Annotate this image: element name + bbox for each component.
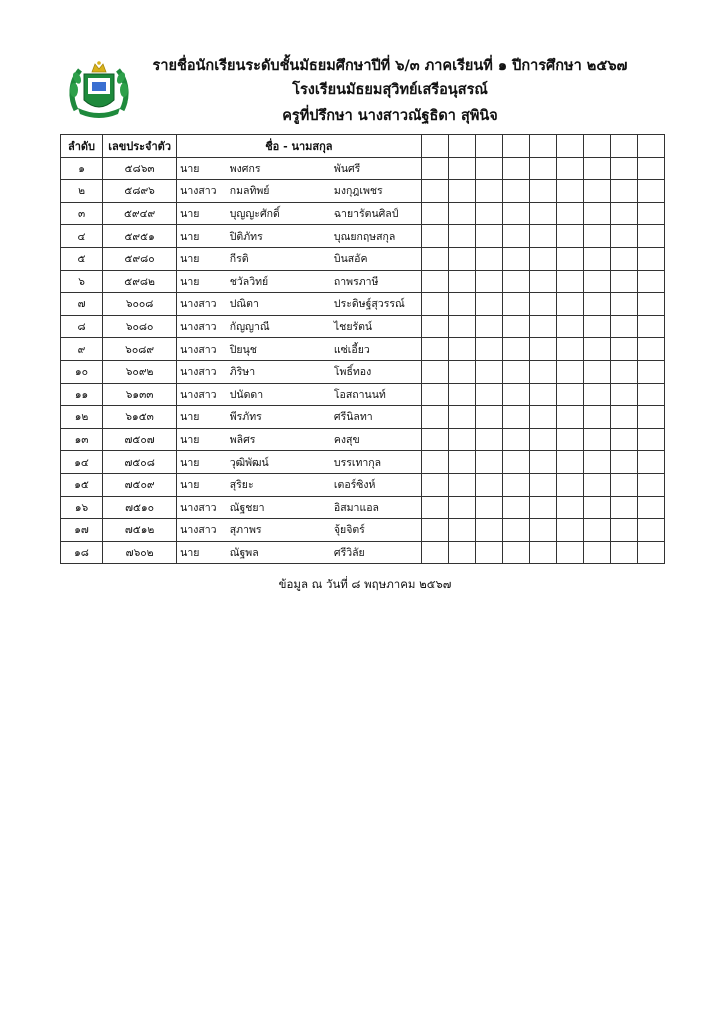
- blank-cell: [475, 360, 502, 383]
- blank-cell: [529, 247, 556, 270]
- first-name: สุภาพร: [226, 519, 330, 542]
- table-row: [61, 338, 665, 361]
- blank-cell: [421, 473, 448, 496]
- blank-cell: [529, 428, 556, 451]
- blank-cell: [448, 541, 475, 564]
- blank-cell: [448, 157, 475, 180]
- header-blank: [502, 135, 529, 158]
- blank-cell: [583, 519, 610, 542]
- student-id: ๖๑๓๓: [103, 383, 177, 406]
- row-number: ๑๔: [61, 451, 103, 474]
- last-name: แซ่เอี้ยว: [330, 338, 421, 361]
- blank-cell: [475, 519, 502, 542]
- first-name: พงศกร: [226, 157, 330, 180]
- student-id: ๗๖๐๒: [103, 541, 177, 564]
- blank-cell: [637, 541, 664, 564]
- blank-cell: [556, 247, 583, 270]
- blank-cell: [637, 519, 664, 542]
- blank-cell: [475, 202, 502, 225]
- blank-cell: [529, 406, 556, 429]
- blank-cell: [610, 473, 637, 496]
- last-name: อิสมาแอล: [330, 496, 421, 519]
- blank-cell: [475, 383, 502, 406]
- blank-cell: [637, 383, 664, 406]
- row-number: ๑๒: [61, 406, 103, 429]
- row-number: ๑๗: [61, 519, 103, 542]
- blank-cell: [583, 180, 610, 203]
- blank-cell: [529, 473, 556, 496]
- last-name: ฉายารัตนศิลป์: [330, 202, 421, 225]
- blank-cell: [421, 157, 448, 180]
- blank-cell: [610, 338, 637, 361]
- blank-cell: [421, 293, 448, 316]
- blank-cell: [556, 157, 583, 180]
- blank-cell: [610, 315, 637, 338]
- document-title: รายชื่อนักเรียนระดับชั้นมัธยมศึกษาปีที่ ๖/๓ ภาคเรียนที่ ๑ ปีการศึกษา ๒๕๖๗: [152, 58, 628, 74]
- blank-cell: [421, 180, 448, 203]
- blank-cell: [448, 383, 475, 406]
- blank-cell: [448, 180, 475, 203]
- table-row: [61, 225, 665, 248]
- last-name: คงสุข: [330, 428, 421, 451]
- blank-cell: [502, 293, 529, 316]
- blank-cell: [637, 406, 664, 429]
- row-number: ๑๕: [61, 473, 103, 496]
- blank-cell: [475, 496, 502, 519]
- blank-cell: [475, 157, 502, 180]
- blank-cell: [448, 428, 475, 451]
- header-id: เลขประจำตัว: [103, 135, 177, 158]
- blank-cell: [529, 315, 556, 338]
- blank-cell: [475, 315, 502, 338]
- blank-cell: [502, 406, 529, 429]
- table-row: [61, 406, 665, 429]
- blank-cell: [529, 496, 556, 519]
- last-name: ถาพรภาษี: [330, 270, 421, 293]
- table-row: [61, 157, 665, 180]
- blank-cell: [502, 451, 529, 474]
- blank-cell: [583, 496, 610, 519]
- blank-cell: [421, 247, 448, 270]
- blank-cell: [583, 473, 610, 496]
- table-row: [61, 428, 665, 451]
- name-prefix: นาย: [177, 428, 226, 451]
- table-row: [61, 360, 665, 383]
- header-blank: [583, 135, 610, 158]
- blank-cell: [448, 315, 475, 338]
- blank-cell: [475, 338, 502, 361]
- blank-cell: [502, 157, 529, 180]
- blank-cell: [583, 338, 610, 361]
- document-header: [150, 54, 630, 128]
- blank-cell: [448, 496, 475, 519]
- last-name: บินสอัค: [330, 247, 421, 270]
- first-name: กมลทิพย์: [226, 180, 330, 203]
- first-name: ปิติภัทร: [226, 225, 330, 248]
- blank-cell: [556, 428, 583, 451]
- last-name: พันศรี: [330, 157, 421, 180]
- last-name: เตอร์ซิงห์: [330, 473, 421, 496]
- blank-cell: [421, 496, 448, 519]
- blank-cell: [637, 247, 664, 270]
- blank-cell: [502, 338, 529, 361]
- blank-cell: [583, 360, 610, 383]
- last-name: มงกุฎเพชร: [330, 180, 421, 203]
- blank-cell: [583, 270, 610, 293]
- blank-cell: [637, 360, 664, 383]
- header-name: ชื่อ - นามสกุล: [177, 135, 421, 158]
- blank-cell: [448, 406, 475, 429]
- name-prefix: นางสาว: [177, 519, 226, 542]
- blank-cell: [556, 496, 583, 519]
- blank-cell: [610, 541, 637, 564]
- blank-cell: [637, 293, 664, 316]
- student-id: ๗๕๐๘: [103, 451, 177, 474]
- first-name: ปณิตา: [226, 293, 330, 316]
- first-name: สุริยะ: [226, 473, 330, 496]
- blank-cell: [610, 406, 637, 429]
- last-name: ประดิษฐ์สุวรรณ์: [330, 293, 421, 316]
- blank-cell: [421, 202, 448, 225]
- student-id: ๗๕๑๐: [103, 496, 177, 519]
- blank-cell: [637, 157, 664, 180]
- table-row: [61, 519, 665, 542]
- blank-cell: [637, 473, 664, 496]
- blank-cell: [556, 315, 583, 338]
- row-number: ๗: [61, 293, 103, 316]
- table-row: [61, 496, 665, 519]
- blank-cell: [556, 225, 583, 248]
- table-header-row: [61, 135, 665, 158]
- blank-cell: [637, 202, 664, 225]
- name-prefix: นางสาว: [177, 180, 226, 203]
- student-id: ๕๙๘๒: [103, 270, 177, 293]
- blank-cell: [637, 270, 664, 293]
- name-prefix: นางสาว: [177, 315, 226, 338]
- blank-cell: [448, 247, 475, 270]
- name-prefix: นาย: [177, 451, 226, 474]
- blank-cell: [421, 428, 448, 451]
- blank-cell: [448, 519, 475, 542]
- blank-cell: [448, 338, 475, 361]
- table-row: [61, 293, 665, 316]
- last-name: บุณยกฤษสกุล: [330, 225, 421, 248]
- blank-cell: [610, 202, 637, 225]
- blank-cell: [475, 225, 502, 248]
- last-name: โพธิ์ทอง: [330, 360, 421, 383]
- blank-cell: [421, 360, 448, 383]
- first-name: ปนัดดา: [226, 383, 330, 406]
- blank-cell: [637, 428, 664, 451]
- blank-cell: [448, 293, 475, 316]
- row-number: ๕: [61, 247, 103, 270]
- name-prefix: นาย: [177, 541, 226, 564]
- blank-cell: [610, 451, 637, 474]
- first-name: กีรติ: [226, 247, 330, 270]
- blank-cell: [637, 225, 664, 248]
- blank-cell: [502, 225, 529, 248]
- blank-cell: [583, 247, 610, 270]
- blank-cell: [502, 270, 529, 293]
- blank-cell: [529, 293, 556, 316]
- name-prefix: นางสาว: [177, 338, 226, 361]
- blank-cell: [448, 270, 475, 293]
- blank-cell: [421, 451, 448, 474]
- row-number: ๑๘: [61, 541, 103, 564]
- blank-cell: [475, 406, 502, 429]
- blank-cell: [502, 496, 529, 519]
- name-prefix: นางสาว: [177, 496, 226, 519]
- student-id: ๖๐๐๘: [103, 293, 177, 316]
- blank-cell: [421, 541, 448, 564]
- blank-cell: [583, 383, 610, 406]
- student-id: ๕๘๙๖: [103, 180, 177, 203]
- row-number: ๑๓: [61, 428, 103, 451]
- blank-cell: [583, 541, 610, 564]
- roster-body: [61, 157, 665, 564]
- blank-cell: [529, 180, 556, 203]
- blank-cell: [529, 451, 556, 474]
- table-row: [61, 315, 665, 338]
- blank-cell: [475, 247, 502, 270]
- blank-cell: [556, 270, 583, 293]
- name-prefix: นาย: [177, 406, 226, 429]
- header-blank: [529, 135, 556, 158]
- row-number: ๑๑: [61, 383, 103, 406]
- blank-cell: [529, 338, 556, 361]
- school-name: โรงเรียนมัธยมสุวิทย์เสรีอนุสรณ์: [292, 82, 488, 98]
- blank-cell: [448, 451, 475, 474]
- blank-cell: [610, 360, 637, 383]
- blank-cell: [421, 270, 448, 293]
- blank-cell: [502, 541, 529, 564]
- student-id: ๖๐๘๙: [103, 338, 177, 361]
- blank-cell: [502, 383, 529, 406]
- blank-cell: [475, 270, 502, 293]
- name-prefix: นางสาว: [177, 383, 226, 406]
- header-blank: [610, 135, 637, 158]
- student-id: ๗๕๑๒: [103, 519, 177, 542]
- table-row: [61, 202, 665, 225]
- blank-cell: [502, 473, 529, 496]
- last-name: ศรีนิลทา: [330, 406, 421, 429]
- blank-cell: [583, 315, 610, 338]
- blank-cell: [502, 519, 529, 542]
- name-prefix: นาย: [177, 247, 226, 270]
- first-name: ณัฐชยา: [226, 496, 330, 519]
- blank-cell: [475, 473, 502, 496]
- blank-cell: [556, 473, 583, 496]
- student-roster-table: [60, 134, 665, 564]
- row-number: ๘: [61, 315, 103, 338]
- student-id: ๖๐๙๒: [103, 360, 177, 383]
- blank-cell: [529, 383, 556, 406]
- blank-cell: [637, 180, 664, 203]
- header-blank: [448, 135, 475, 158]
- blank-cell: [529, 360, 556, 383]
- blank-cell: [448, 360, 475, 383]
- student-id: ๕๙๔๙: [103, 202, 177, 225]
- last-name: ไชยรัตน์: [330, 315, 421, 338]
- first-name: ณัฐพล: [226, 541, 330, 564]
- blank-cell: [583, 451, 610, 474]
- blank-cell: [556, 202, 583, 225]
- blank-cell: [475, 451, 502, 474]
- table-row: [61, 473, 665, 496]
- student-id: ๖๑๕๓: [103, 406, 177, 429]
- header-blank: [421, 135, 448, 158]
- blank-cell: [502, 202, 529, 225]
- blank-cell: [610, 293, 637, 316]
- last-name: ศรีวิลัย: [330, 541, 421, 564]
- header-blank: [475, 135, 502, 158]
- blank-cell: [421, 338, 448, 361]
- header-blank: [556, 135, 583, 158]
- blank-cell: [529, 202, 556, 225]
- table-row: [61, 270, 665, 293]
- blank-cell: [556, 519, 583, 542]
- name-prefix: นางสาว: [177, 360, 226, 383]
- blank-cell: [556, 383, 583, 406]
- blank-cell: [637, 496, 664, 519]
- blank-cell: [610, 225, 637, 248]
- row-number: ๓: [61, 202, 103, 225]
- blank-cell: [529, 541, 556, 564]
- table-row: [61, 451, 665, 474]
- blank-cell: [583, 157, 610, 180]
- blank-cell: [475, 428, 502, 451]
- name-prefix: นางสาว: [177, 293, 226, 316]
- row-number: ๖: [61, 270, 103, 293]
- first-name: ภิริษา: [226, 360, 330, 383]
- blank-cell: [583, 202, 610, 225]
- blank-cell: [610, 496, 637, 519]
- name-prefix: นาย: [177, 202, 226, 225]
- blank-cell: [556, 406, 583, 429]
- first-name: กัญญาณี: [226, 315, 330, 338]
- blank-cell: [448, 202, 475, 225]
- blank-cell: [610, 428, 637, 451]
- row-number: ๔: [61, 225, 103, 248]
- blank-cell: [610, 270, 637, 293]
- blank-cell: [502, 315, 529, 338]
- student-id: ๕๙๘๐: [103, 247, 177, 270]
- table-row: [61, 247, 665, 270]
- blank-cell: [502, 247, 529, 270]
- blank-cell: [502, 428, 529, 451]
- student-id: ๗๕๐๗: [103, 428, 177, 451]
- blank-cell: [637, 451, 664, 474]
- blank-cell: [583, 428, 610, 451]
- blank-cell: [610, 383, 637, 406]
- first-name: วุฒิพัฒน์: [226, 451, 330, 474]
- blank-cell: [556, 451, 583, 474]
- student-id: ๕๘๖๓: [103, 157, 177, 180]
- blank-cell: [637, 338, 664, 361]
- row-number: ๒: [61, 180, 103, 203]
- blank-cell: [475, 541, 502, 564]
- table-row: [61, 180, 665, 203]
- first-name: ชวัลวิทย์: [226, 270, 330, 293]
- row-number: ๙: [61, 338, 103, 361]
- blank-cell: [556, 338, 583, 361]
- blank-cell: [475, 180, 502, 203]
- blank-cell: [448, 225, 475, 248]
- student-id: ๖๐๘๐: [103, 315, 177, 338]
- blank-cell: [610, 180, 637, 203]
- blank-cell: [502, 180, 529, 203]
- blank-cell: [529, 225, 556, 248]
- blank-cell: [610, 157, 637, 180]
- blank-cell: [529, 270, 556, 293]
- name-prefix: นาย: [177, 225, 226, 248]
- first-name: พีรภัทร: [226, 406, 330, 429]
- blank-cell: [421, 315, 448, 338]
- blank-cell: [610, 519, 637, 542]
- student-id: ๕๙๕๑: [103, 225, 177, 248]
- blank-cell: [475, 293, 502, 316]
- table-row: [61, 541, 665, 564]
- first-name: ปิยนุช: [226, 338, 330, 361]
- table-row: [61, 383, 665, 406]
- blank-cell: [448, 473, 475, 496]
- school-emblem-icon: [68, 60, 130, 120]
- blank-cell: [421, 519, 448, 542]
- blank-cell: [583, 225, 610, 248]
- first-name: บุญญะศักดิ์: [226, 202, 330, 225]
- blank-cell: [529, 519, 556, 542]
- row-number: ๑๐: [61, 360, 103, 383]
- blank-cell: [556, 360, 583, 383]
- blank-cell: [421, 406, 448, 429]
- student-id: ๗๕๐๙: [103, 473, 177, 496]
- row-number: ๑: [61, 157, 103, 180]
- blank-cell: [421, 383, 448, 406]
- last-name: โอสถานนท์: [330, 383, 421, 406]
- blank-cell: [610, 247, 637, 270]
- data-date-note: ข้อมูล ณ วันที่ ๘ พฤษภาคม ๒๕๖๗: [278, 577, 452, 591]
- blank-cell: [556, 541, 583, 564]
- blank-cell: [556, 293, 583, 316]
- header-blank: [637, 135, 664, 158]
- blank-cell: [529, 157, 556, 180]
- name-prefix: นาย: [177, 270, 226, 293]
- row-number: ๑๖: [61, 496, 103, 519]
- blank-cell: [637, 315, 664, 338]
- name-prefix: นาย: [177, 473, 226, 496]
- blank-cell: [502, 360, 529, 383]
- first-name: พลิศร: [226, 428, 330, 451]
- header-no: ลำดับ: [61, 135, 103, 158]
- advisor-line: ครูที่ปรึกษา นางสาวณัฐธิดา สุพินิจ: [282, 108, 498, 124]
- blank-cell: [583, 293, 610, 316]
- blank-cell: [556, 180, 583, 203]
- blank-cell: [421, 225, 448, 248]
- name-prefix: นาย: [177, 157, 226, 180]
- blank-cell: [583, 406, 610, 429]
- last-name: จุ้ยจิตร์: [330, 519, 421, 542]
- last-name: บรรเทากุล: [330, 451, 421, 474]
